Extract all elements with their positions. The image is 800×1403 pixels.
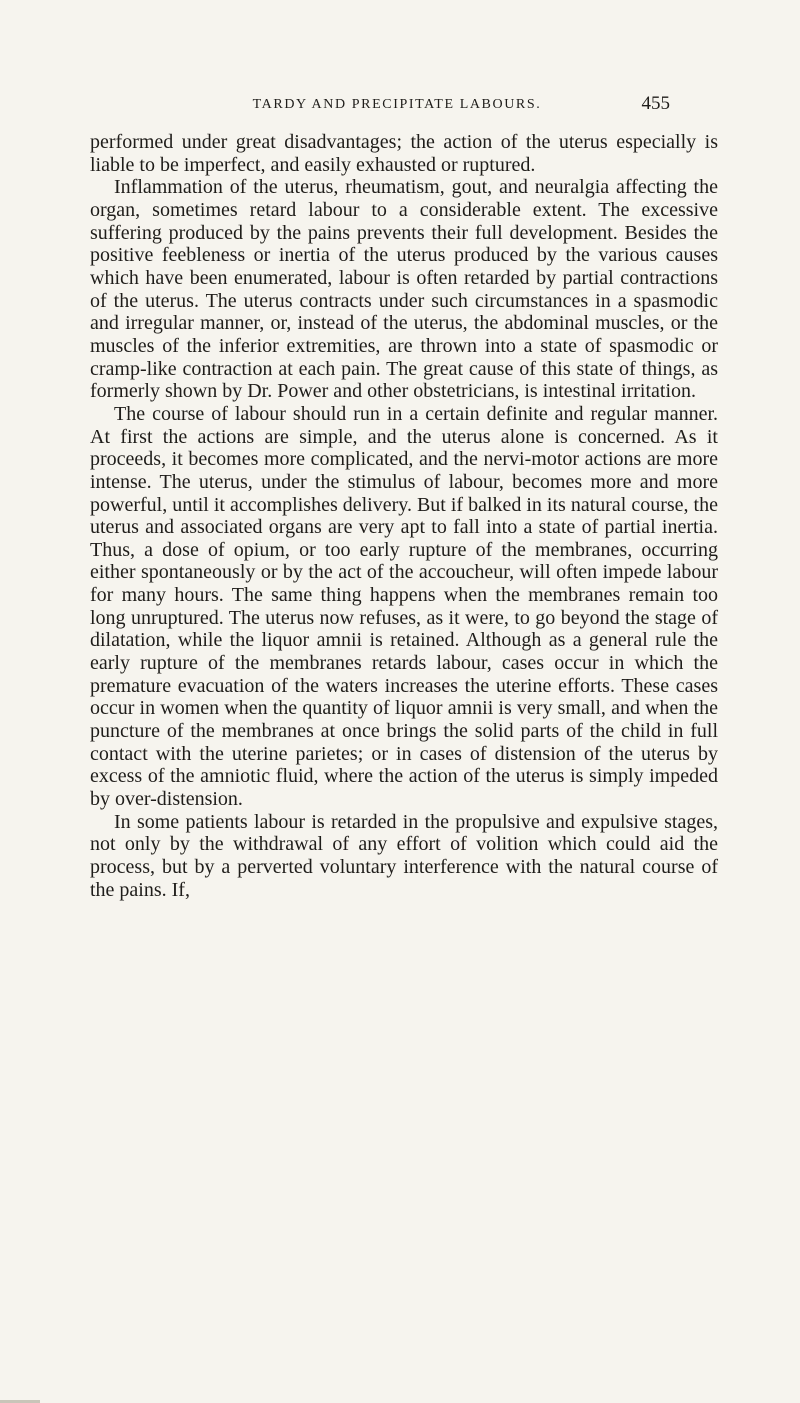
- paragraph: In some patients labour is retarded in the propulsive and expulsive stages, not only by the withdrawal of any effort of volition which could aid the process, but by a perverted voluntary interference with the natural course of the pains. If,: [90, 810, 718, 901]
- paragraph: performed under great disadvantages; the action of the uterus especially is liable to be imperfect, and easily exhausted or ruptured.: [90, 131, 718, 176]
- page-number: 455: [641, 93, 670, 114]
- paragraph: Inflammation of the uterus, rheumatism, gout, and neuralgia affecting the organ, sometimes retard labour to a considerable extent. The excessive suffering produced by the pains prevents their full development. Besides the positive feebleness or inertia of the uterus produced by the various causes which have been enumerated, labour is often retarded by partial contractions of the uterus. The uterus contracts under such circumstances in a spasmodic and irregular manner, or, instead of the uterus, the abdominal muscles, or the muscles of the inferior extremities, are thrown into a state of spasmodic or cramp-like contraction at each pain. The great cause of this state of things, as formerly shown by Dr. Power and other obstetricians, is intestinal irritation.: [90, 176, 718, 403]
- running-head: TARDY AND PRECIPITATE LABOURS.: [252, 97, 542, 112]
- paragraph: The course of labour should run in a certain definite and regular manner. At first the actions are simple, and the uterus alone is concerned. As it proceeds, it becomes more complicated, and the nervi-motor actions are more intense. The uterus, under the stimulus of labour, becomes more and more powerful, until it accomplishes delivery. But if balked in its natural course, the uterus and associated organs are very apt to fall into a state of partial inertia. Thus, a dose of opium, or too early rupture of the membranes, occurring either spontaneously or by the act of the accoucheur, will often impede labour for many hours. The same thing happens when the membranes remain too long unruptured. The uterus now refuses, as it were, to go beyond the stage of dilatation, while the liquor amnii is retained. Although as a general rule the early rupture of the membranes retards labour, cases occur in which the premature evacuation of the waters increases the uterine efforts. These cases occur in women when the quantity of liquor amnii is very small, and when the puncture of the membranes at once brings the solid parts of the child in full contact with the uterine parietes; or in cases of distension of the uterus by excess of the amniotic fluid, where the action of the uterus is simply impeded by over-distension.: [90, 402, 718, 811]
- body-text: [90, 131, 718, 901]
